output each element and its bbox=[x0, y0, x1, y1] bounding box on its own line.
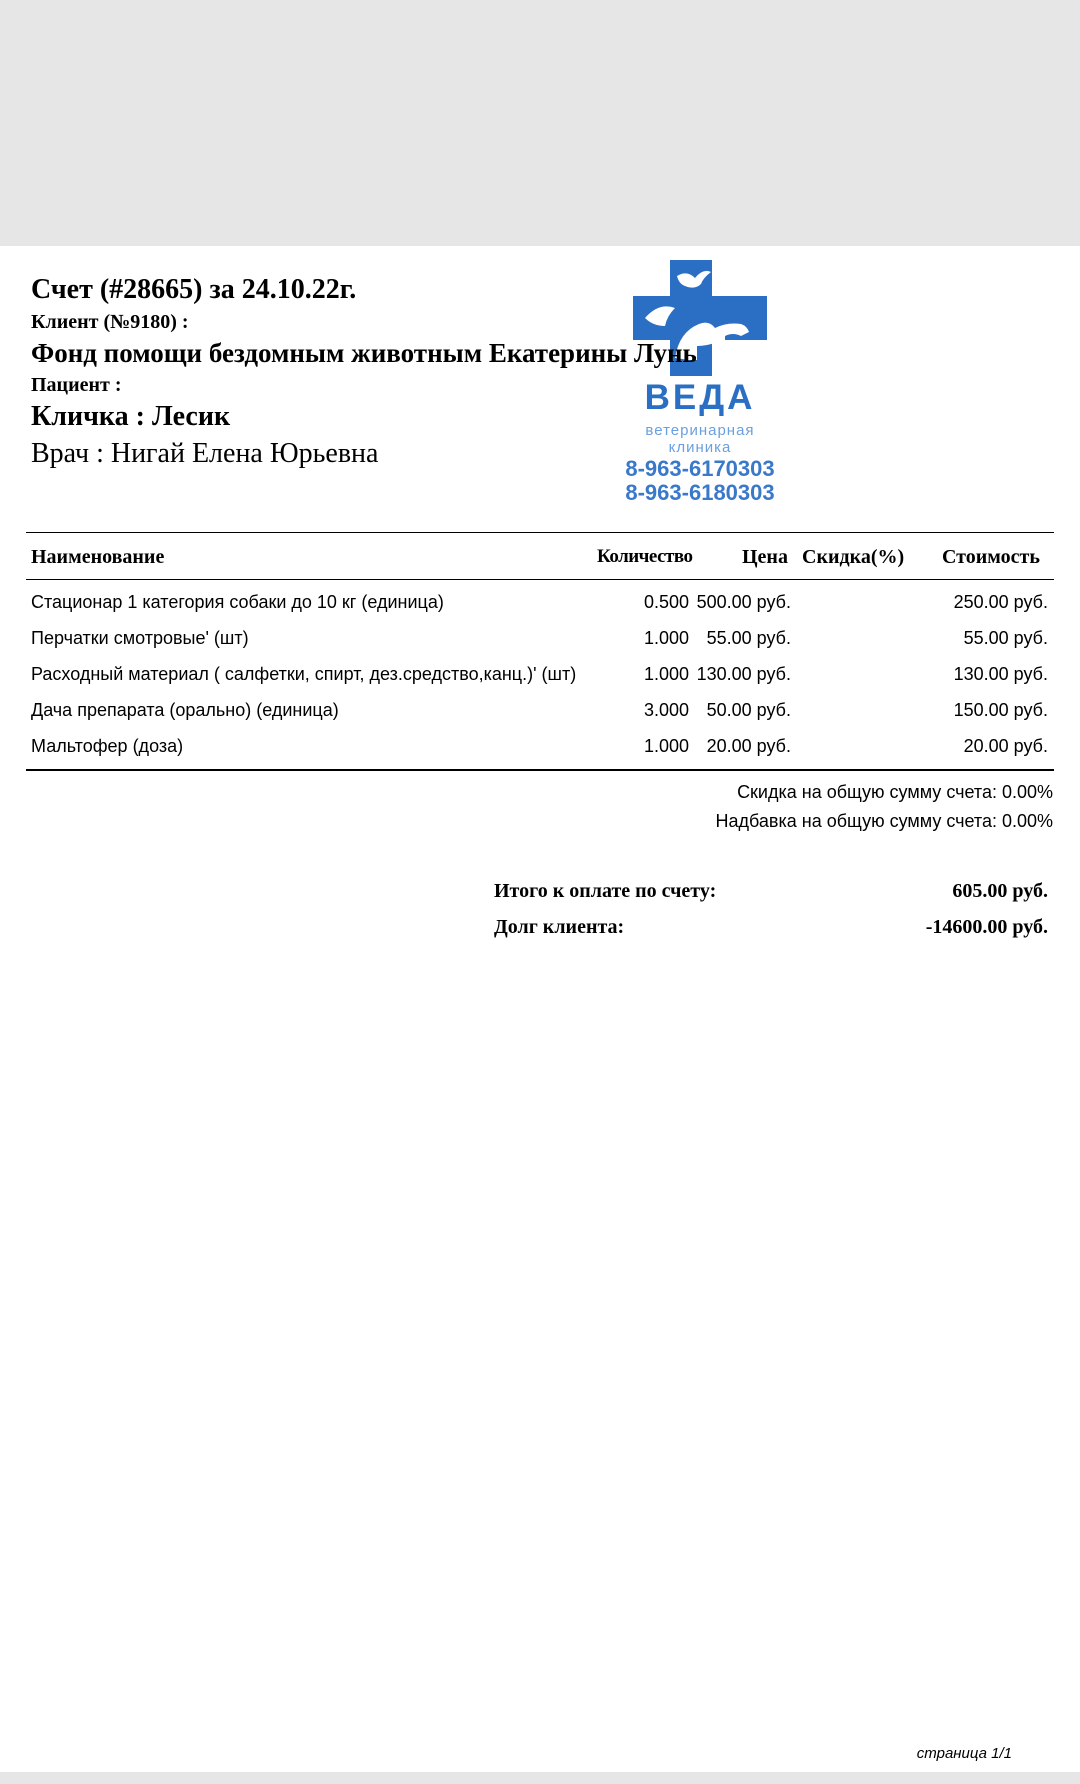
doctor-name: Врач : Нигай Елена Юрьевна bbox=[31, 438, 379, 469]
client-label: Клиент (№9180) : bbox=[31, 311, 189, 333]
client-name: Фонд помощи бездомным животным Екатерины Лунь bbox=[31, 338, 697, 368]
cell-price: 500.00 руб. bbox=[696, 592, 791, 612]
clinic-subtitle-1: ветеринарная bbox=[645, 422, 755, 439]
cell-cost: 55.00 руб. bbox=[963, 628, 1048, 648]
cell-qty: 1.000 bbox=[643, 736, 689, 756]
cell-cost: 130.00 руб. bbox=[953, 664, 1048, 684]
col-header-name: Наименование bbox=[31, 546, 165, 568]
col-header-price: Цена bbox=[742, 546, 788, 568]
debt-value: -14600.00 руб. bbox=[925, 916, 1048, 938]
cell-cost: 250.00 руб. bbox=[953, 592, 1048, 612]
col-header-cost: Стоимость bbox=[942, 546, 1040, 568]
cell-name: Перчатки смотровые' (шт) bbox=[31, 628, 249, 648]
pet-name: Кличка : Лесик bbox=[31, 401, 231, 432]
table-top-rule bbox=[26, 532, 1054, 533]
cell-name: Мальтофер (доза) bbox=[31, 736, 184, 756]
bottom-gray-area bbox=[0, 1772, 1080, 1784]
clinic-brand: ВЕДА bbox=[644, 378, 756, 417]
clinic-subtitle-2: клиника bbox=[668, 439, 732, 456]
clinic-logo bbox=[605, 258, 795, 505]
cell-price: 50.00 руб. bbox=[706, 700, 791, 720]
table-row bbox=[0, 664, 1080, 694]
header-rule bbox=[26, 579, 1054, 580]
debt-label: Долг клиента: bbox=[494, 916, 625, 938]
cell-qty: 1.000 bbox=[643, 628, 689, 648]
top-gray-area bbox=[0, 0, 1080, 246]
cell-price: 20.00 руб. bbox=[706, 736, 791, 756]
patient-label: Пациент : bbox=[31, 374, 122, 396]
table-bottom-rule bbox=[26, 769, 1054, 771]
cell-price: 130.00 руб. bbox=[696, 664, 791, 684]
clinic-phone-1: 8-963-6170303 bbox=[625, 456, 775, 481]
cell-qty: 0.500 bbox=[643, 592, 689, 612]
col-header-discount: Скидка(%) bbox=[802, 546, 905, 568]
col-header-qty: Количество bbox=[597, 546, 693, 567]
cell-price: 55.00 руб. bbox=[706, 628, 791, 648]
table-row bbox=[0, 700, 1080, 730]
table-row bbox=[0, 736, 1080, 766]
cell-name: Стационар 1 категория собаки до 10 кг (единица) bbox=[31, 592, 444, 612]
table-row bbox=[0, 592, 1080, 622]
table-row bbox=[0, 628, 1080, 658]
cell-cost: 20.00 руб. bbox=[963, 736, 1048, 756]
page-number: страница 1/1 bbox=[916, 1745, 1012, 1762]
invoice-title: Счет (#28665) за 24.10.22г. bbox=[31, 274, 357, 305]
discount-summary: Скидка на общую сумму счета: 0.00% bbox=[737, 782, 1053, 802]
total-value: 605.00 руб. bbox=[952, 880, 1048, 902]
clinic-phone-2: 8-963-6180303 bbox=[625, 480, 775, 505]
cell-name: Дача препарата (орально) (единица) bbox=[31, 700, 339, 720]
cell-qty: 3.000 bbox=[643, 700, 689, 720]
cell-qty: 1.000 bbox=[643, 664, 689, 684]
invoice-page bbox=[0, 246, 1080, 1772]
total-label: Итого к оплате по счету: bbox=[494, 880, 717, 902]
cell-cost: 150.00 руб. bbox=[953, 700, 1048, 720]
markup-summary: Надбавка на общую сумму счета: 0.00% bbox=[715, 811, 1053, 831]
cell-name: Расходный материал ( салфетки, спирт, дез.средство,канц.)' (шт) bbox=[31, 664, 577, 684]
